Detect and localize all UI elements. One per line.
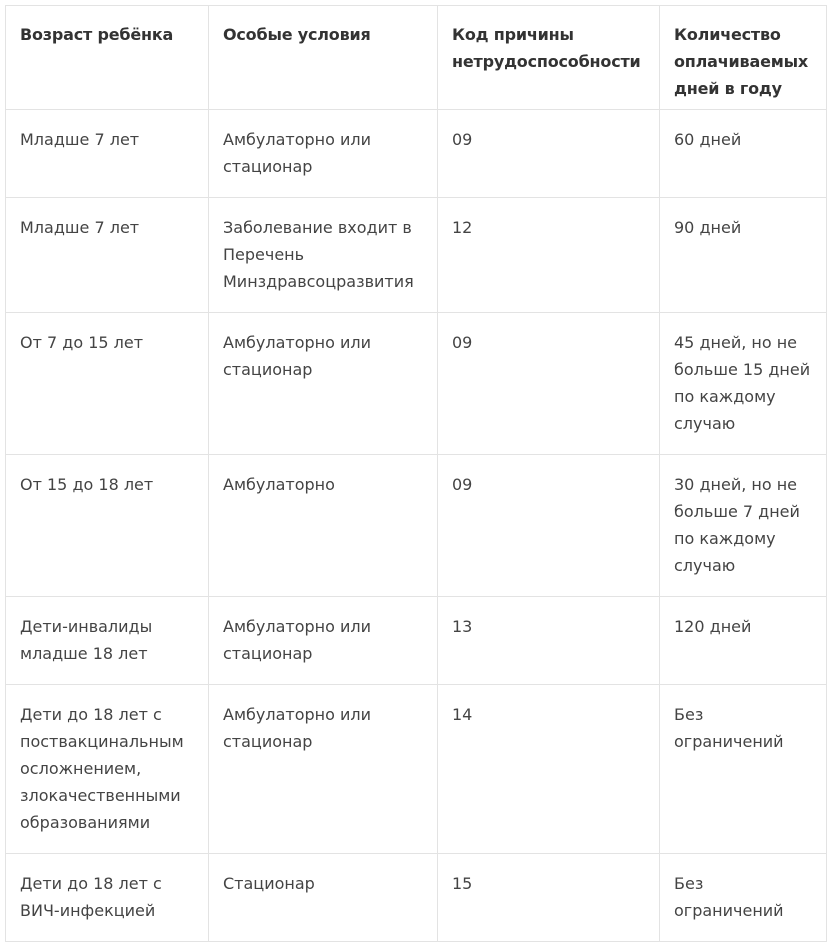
cell-days: Без ограничений: [660, 854, 827, 942]
sick-leave-table: [5, 5, 827, 942]
header-special-conditions: Особые условия: [209, 6, 438, 110]
table-row: [6, 597, 827, 685]
cell-conditions: Амбулаторно: [209, 455, 438, 597]
cell-age: Дети-инвалиды младше 18 лет: [6, 597, 209, 685]
cell-conditions: Амбулаторно или стационар: [209, 313, 438, 455]
table-row: [6, 110, 827, 198]
cell-code: 09: [438, 313, 660, 455]
cell-age: Дети до 18 лет с ВИЧ-инфекцией: [6, 854, 209, 942]
cell-conditions: Заболевание входит в Перечень Минздравсоцразвития: [209, 198, 438, 313]
header-row: [6, 6, 827, 110]
cell-code: 15: [438, 854, 660, 942]
header-child-age: Возраст ребёнка: [6, 6, 209, 110]
cell-code: 09: [438, 455, 660, 597]
table-row: [6, 455, 827, 597]
cell-code: 09: [438, 110, 660, 198]
table-body: [6, 110, 827, 942]
cell-days: 120 дней: [660, 597, 827, 685]
cell-age: Младше 7 лет: [6, 198, 209, 313]
cell-conditions: Амбулаторно или стационар: [209, 685, 438, 854]
table-row: [6, 198, 827, 313]
cell-code: 13: [438, 597, 660, 685]
cell-age: Дети до 18 лет с поствакцинальным осложнением, злокачественными образованиями: [6, 685, 209, 854]
table-header: [6, 6, 827, 110]
cell-days: 30 дней, но не больше 7 дней по каждому случаю: [660, 455, 827, 597]
cell-days: 45 дней, но не больше 15 дней по каждому случаю: [660, 313, 827, 455]
header-paid-days: Количество оплачиваемых дней в году: [660, 6, 827, 110]
cell-age: От 15 до 18 лет: [6, 455, 209, 597]
table-container: [5, 5, 827, 942]
table-row: [6, 685, 827, 854]
cell-days: Без ограничений: [660, 685, 827, 854]
cell-days: 90 дней: [660, 198, 827, 313]
table-row: [6, 854, 827, 942]
cell-age: От 7 до 15 лет: [6, 313, 209, 455]
cell-days: 60 дней: [660, 110, 827, 198]
cell-conditions: Амбулаторно или стационар: [209, 597, 438, 685]
table-row: [6, 313, 827, 455]
cell-code: 12: [438, 198, 660, 313]
cell-code: 14: [438, 685, 660, 854]
cell-conditions: Стационар: [209, 854, 438, 942]
cell-age: Младше 7 лет: [6, 110, 209, 198]
header-incapacity-code: Код причины нетрудоспособности: [438, 6, 660, 110]
cell-conditions: Амбулаторно или стационар: [209, 110, 438, 198]
